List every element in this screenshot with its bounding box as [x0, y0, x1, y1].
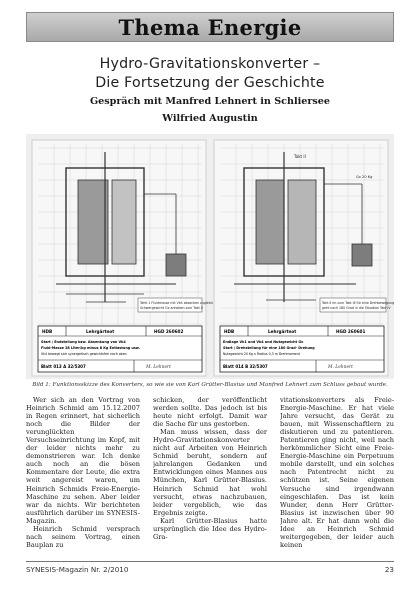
sketch-drawing — [26, 134, 394, 379]
right-stamp-code: HGD 260601 — [336, 329, 366, 334]
function-sketch-figure — [26, 134, 394, 379]
text-column-1 — [26, 396, 140, 558]
right-note-line1: Takt II im zum Takt III für eine Drehbewegung — [322, 301, 394, 305]
left-sheet-number: Blatt 013 A 32/5307 — [41, 364, 86, 369]
article-author: Wilfried Augustin — [162, 113, 258, 124]
page-number: 23 — [384, 565, 394, 574]
right-stamp-role: Lehrgärtnot — [268, 329, 297, 334]
figure-caption: Bild 1: Funktionsskizze des Konverters, so wie sie von Karl Grütter-Blasius und Manfred Lehnert zum Schluss gebaut wurde. — [32, 382, 388, 388]
right-stamp-org: HDB — [224, 329, 235, 334]
right-sheet-number: Blatt 014 B 32/5307 — [223, 364, 268, 369]
paragraph: Man muss wissen, dass der Hydro-Gravitationskonverter nicht auf Arbeiten von Heinrich Schmid beruht, sondern auf jahrelangen Gedanken und Entwicklungen eines Mannes aus München, Karl Grütter-Blasius. Heinrich Schmid hat wohl versucht, etwas nachzubauen, leider vergeblich, wie das Ergebnis zeigte. — [153, 428, 267, 517]
left-stamp-line2: Fluid-Masse 28 Liter/kg minus 8 Kg Entlastung usw. — [41, 346, 140, 350]
right-label-side: Gx 20 Kg — [356, 175, 373, 179]
article-title-line1: Hydro-Gravitationskonverter – — [99, 56, 321, 72]
left-stamp-line1: Start / Endstellung bzw. Absenkung von Vk4 — [41, 340, 126, 344]
left-signature: M. Lehnert — [146, 365, 171, 370]
paragraph: Wer sich an den Vortrag von Heinrich Schmid am 15.12.2007 in Regen erinnert, hat sicherlich noch die Bilder der verunglückten Versuchseinrichtung im Kopf, mit der leider nichts mehr zu demonstrieren war. Ich denke auch noch an die bösen Kommentare der Leute, die extra weit angereist waren, um Heinrich Schmids Freie-Energie-Maschine zu sehen. Aber leider war da nichts. Wir berichteten ausführlich darüber im SYNESIS-Magazin. — [26, 396, 140, 525]
left-stamp-line3: Vk4 bewegt sich synergetisch gewichtsfrei nach oben — [41, 352, 127, 356]
text-column-2 — [153, 396, 267, 558]
left-note-line2: Schwergewicht Gx anheben zum Takt II — [140, 306, 203, 310]
right-stamp-line2: Start / Drehstellung für eine 180 Grad- Drehung — [223, 346, 315, 350]
paragraph: schicken, der veröffentlicht werden sollte. Das jedoch ist bis heute nicht erfolgt. Damit war die Sache für uns gestorben. — [153, 396, 267, 429]
section-banner — [26, 12, 394, 42]
paragraph: vitationskonverters als Freie-Energie-Maschine. Er hat viele Jahre versucht, das Gerät zu bauen, mit Wissenschaftlern zu diskutieren und zu patentieren. Patentieren ging nicht, weil nach herkömmlicher Sicht eine Freie-Energie-Maschine ein Perpetuum mobile darstellt, und ein solches nach Patentrecht nicht zu schützen ist. Seine eigenen Versuche sind irgendwann eingeschlafen. Das ist kein Wunder, denn Herr Grütter-Blasius ist inzwischen über 90 Jahre alt. Er hat dann wohl die Idee an Heinrich Schmid weitergegeben, der leider auch keinen — [280, 396, 394, 549]
article-subtitle: Gespräch mit Manfred Lehnert in Schliersee — [89, 96, 331, 107]
article-title-line2: Die Fortsetzung der Geschichte — [95, 75, 325, 91]
text-column-3 — [280, 396, 394, 558]
footer-magazine-issue: SYNESIS-Magazin Nr. 2/2010 — [26, 565, 129, 574]
footer-rule — [26, 561, 394, 562]
paragraph: Heinrich Schmid versprach nach seinem Vortrag, einen Bauplan zu — [26, 524, 140, 549]
paragraph: Karl Grütter-Blasius hatte ursprünglich die Idee des Hydro-Gra- — [153, 516, 267, 541]
right-stamp-line3: Nutzgewicht 20 Kg x Radius 0,3 m Drehmoment — [223, 352, 300, 356]
left-stamp-org: HDB — [42, 329, 53, 334]
left-note-line1: Tafel 1 Fluidmasse mit Vk4 absenken zugleich — [140, 301, 214, 305]
right-label-top: Takt II — [294, 154, 306, 159]
right-stamp-line1: Endlage Vk1 und Vk4 und Nutzgewicht Gx — [223, 340, 304, 344]
left-stamp-role: Lehrgärtnot — [86, 329, 115, 334]
section-title: Thema Energie — [118, 14, 302, 40]
right-note-line2: geht nach 180 Grad in die Situation Takt IV — [322, 306, 391, 310]
left-stamp-code: HGD 260602 — [154, 329, 184, 334]
right-signature: M. Lehnert — [328, 365, 353, 370]
